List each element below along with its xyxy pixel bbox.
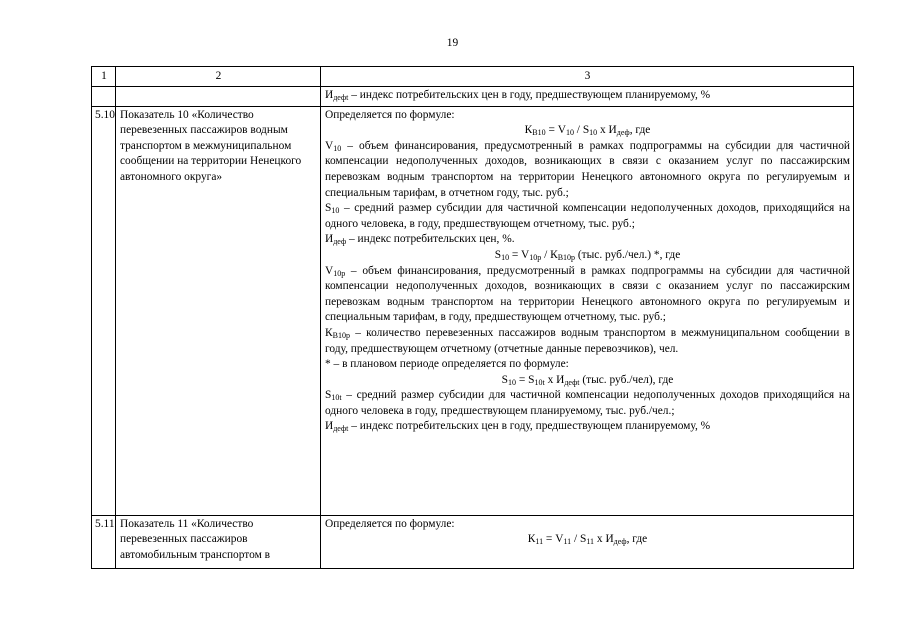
definition-s10: $S_{10}$ – средний размер субсидии для частичной компенсации недополученных доходов, приходящийся на одного человека, в году, предшествующем отчетному, тыс. руб.;	[325, 202, 850, 230]
indicator-table	[91, 66, 854, 569]
table-row-5-11	[92, 515, 854, 568]
definition-idepht: $И_{дефt}$ – индекс потребительских цен в году, предшествующем планируемому, %	[325, 420, 711, 434]
table-row-5-10	[92, 106, 854, 515]
definition-v10p: $V_{10р}$ – объем финансирования, предусмотренный в рамках подпрограммы на субсидии для частичной компенсации недополученных доходов, возникающих в связи с оказанием услуг по пассажирским перевозкам водным транспортом на территории Ненецкого автономного округа по регулируемым и специальным тарифам, в году, предшествующем отчетному, тыс. руб.;	[325, 264, 850, 324]
planning-note: * – в плановом периоде определяется по формуле:	[325, 358, 569, 371]
indicator-method	[321, 515, 854, 568]
definition-v10: $V_{10}$ – объем финансирования, предусмотренный в рамках подпрограммы на субсидии для частичной компенсации недополученных доходов, возникающих в связи с оказанием услуг по пассажирским перевозкам водным транспортом на территории Ненецкого автономного округа по регулируемым и специальным тарифам, в отчетном году, тыс. руб.;	[325, 139, 850, 199]
definition-ideph: $И_{деф}$ – индекс потребительских цен, %.	[325, 233, 515, 247]
formula-s10-planned: $S_{10} = S_{10t}$ х $И_{дефt}$ (тыс. руб./чел), где	[501, 373, 674, 387]
header-col-2: 2	[116, 67, 321, 87]
definition-s10t: $S_{10t}$ – средний размер субсидии для частичной компенсации недополученных доходов приходящийся на одного человека в году, предшествующем планируемому, тыс. руб./чел.;	[325, 389, 850, 417]
definition-kv10p: $К_{В10р}$ – количество перевезенных пассажиров водным транспортом в межмуниципальном сообщении в году, предшествующем отчетному (отчетные данные перевозчиков), чел.	[325, 326, 850, 355]
formula-k11: $К_{11} = V_{11} / S_{11}$ х $И_{деф}$, где	[527, 533, 648, 547]
table-row-continuation	[92, 86, 854, 106]
formula-intro: Определяется по формуле:	[325, 108, 455, 121]
formula-s10: $S_{10} = V_{10р} / К_{В10р}$ (тыс. руб./чел.) *, где	[494, 248, 681, 262]
indicator-title: Показатель 10 «Количество перевезенных пассажиров водным транспортом в межмуниципальном сообщении на территории Ненецкого автономного округа»	[116, 106, 321, 515]
header-col-3: 3	[321, 67, 854, 87]
page-number: 19	[446, 37, 459, 49]
continuation-text: $И_{дефt}$ – индекс потребительских цен в году, предшествующем планируемому, %	[321, 86, 854, 106]
row-number: 5.10	[92, 106, 116, 515]
table-header-row	[92, 67, 854, 87]
indicator-title: Показатель 11 «Количество перевезенных пассажиров автомобильным транспортом в	[116, 515, 321, 568]
row-number: 5.11	[92, 515, 116, 568]
indicator-method	[321, 106, 854, 515]
formula-intro: Определяется по формуле:	[325, 517, 455, 530]
header-col-1: 1	[92, 67, 116, 87]
formula-kv10: $К_{В10} = V_{10} / S_{10}$ х $И_{деф}$, где	[524, 124, 651, 138]
